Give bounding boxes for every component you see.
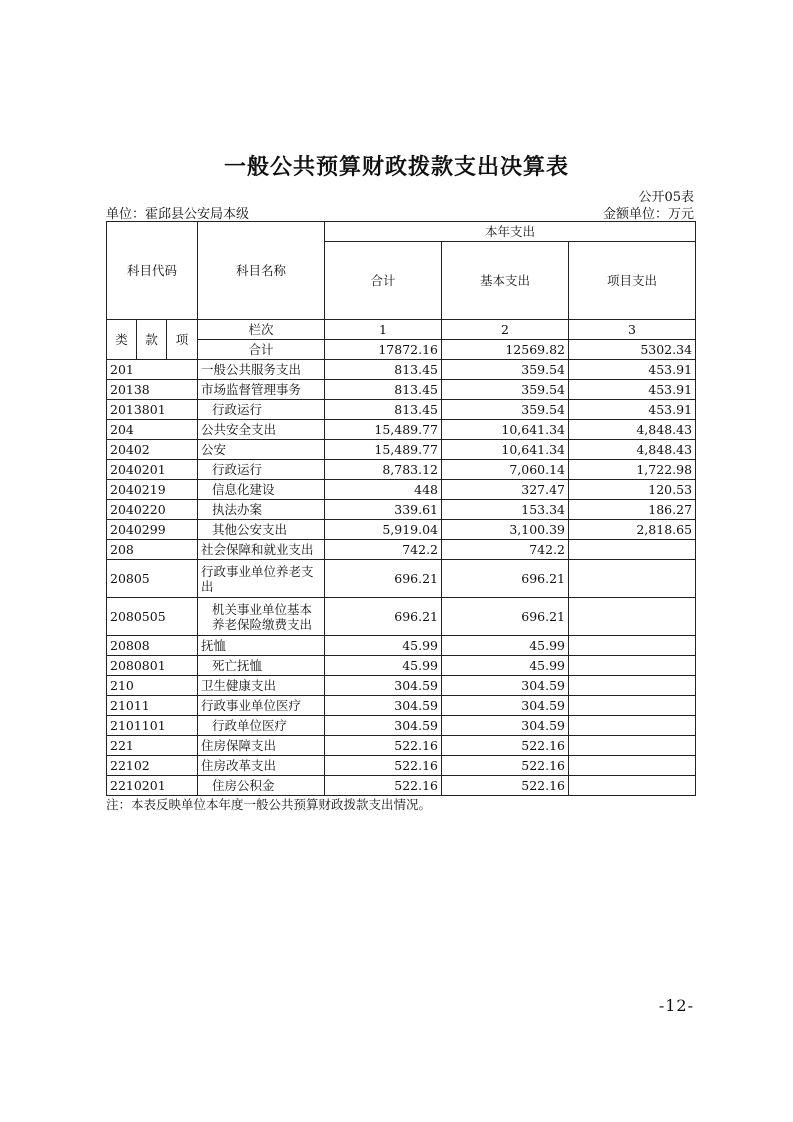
header-basic: 基本支出 [442, 242, 569, 320]
table-row [107, 400, 696, 420]
row-name: 公共安全支出 [198, 420, 325, 440]
row-project: 1,722.98 [569, 460, 696, 480]
header-lei: 类 [107, 320, 137, 360]
row-basic: 696.21 [442, 560, 569, 598]
total-label: 合计 [198, 340, 325, 360]
total-project-value: 5302.34 [569, 340, 696, 360]
total-value: 17872.16 [325, 340, 442, 360]
header-subject-code: 科目代码 [107, 222, 198, 320]
row-total: 813.45 [325, 360, 442, 380]
row-project: 453.91 [569, 360, 696, 380]
header-total: 合计 [325, 242, 442, 320]
row-project: 120.53 [569, 480, 696, 500]
header-xiang: 项 [167, 320, 198, 360]
row-total: 696.21 [325, 560, 442, 598]
row-name: 信息化建设 [198, 480, 325, 500]
row-code: 2080801 [107, 656, 198, 676]
row-code: 2040219 [107, 480, 198, 500]
col-index-1: 1 [325, 320, 442, 340]
row-name: 一般公共服务支出 [198, 360, 325, 380]
row-project: 453.91 [569, 380, 696, 400]
money-unit-label: 金额单位：万元 [602, 207, 694, 222]
row-code: 22102 [107, 756, 198, 776]
row-basic: 3,100.39 [442, 520, 569, 540]
row-code: 208 [107, 540, 198, 560]
header-subject-name: 科目名称 [198, 222, 325, 320]
row-total: 448 [325, 480, 442, 500]
row-code: 20808 [107, 636, 198, 656]
table-row [107, 480, 696, 500]
table-row [107, 696, 696, 716]
row-code: 2040220 [107, 500, 198, 520]
row-total: 742.2 [325, 540, 442, 560]
table-row [107, 756, 696, 776]
row-project [569, 540, 696, 560]
row-name: 抚恤 [198, 636, 325, 656]
row-project: 4,848.43 [569, 420, 696, 440]
table-row [107, 560, 696, 598]
row-total: 696.21 [325, 598, 442, 636]
row-code: 204 [107, 420, 198, 440]
row-name: 死亡抚恤 [198, 656, 325, 676]
row-total: 45.99 [325, 636, 442, 656]
row-name: 公安 [198, 440, 325, 460]
table-row [107, 420, 696, 440]
row-name: 其他公安支出 [198, 520, 325, 540]
row-name: 行政单位医疗 [198, 716, 325, 736]
row-total: 522.16 [325, 776, 442, 796]
row-basic: 522.16 [442, 736, 569, 756]
row-name: 行政运行 [198, 400, 325, 420]
expenditure-table [106, 221, 696, 796]
row-total: 5,919.04 [325, 520, 442, 540]
row-name: 住房改革支出 [198, 756, 325, 776]
row-project [569, 560, 696, 598]
row-total: 15,489.77 [325, 420, 442, 440]
col-index-3: 3 [569, 320, 696, 340]
table-row [107, 440, 696, 460]
row-total: 522.16 [325, 736, 442, 756]
row-code: 221 [107, 736, 198, 756]
row-name: 机关事业单位基本养老保险缴费支出 [198, 598, 325, 636]
row-code: 201 [107, 360, 198, 380]
row-project [569, 656, 696, 676]
table-row [107, 540, 696, 560]
row-basic: 522.16 [442, 776, 569, 796]
row-project: 453.91 [569, 400, 696, 420]
row-basic: 304.59 [442, 716, 569, 736]
row-name: 社会保障和就业支出 [198, 540, 325, 560]
row-basic: 10,641.34 [442, 440, 569, 460]
header-column-index: 栏次 [198, 320, 325, 340]
row-basic: 304.59 [442, 676, 569, 696]
row-name: 行政事业单位养老支出 [198, 560, 325, 598]
col-index-2: 2 [442, 320, 569, 340]
table-row [107, 380, 696, 400]
row-code: 20805 [107, 560, 198, 598]
total-basic-value: 12569.82 [442, 340, 569, 360]
table-row [107, 776, 696, 796]
row-total: 339.61 [325, 500, 442, 520]
header-year-expense: 本年支出 [325, 222, 696, 242]
row-code: 20402 [107, 440, 198, 460]
row-basic: 742.2 [442, 540, 569, 560]
table-row [107, 736, 696, 756]
row-project [569, 598, 696, 636]
row-total: 45.99 [325, 656, 442, 676]
row-basic: 7,060.14 [442, 460, 569, 480]
row-code: 2040299 [107, 520, 198, 540]
table-row [107, 360, 696, 380]
row-project [569, 776, 696, 796]
row-basic: 359.54 [442, 400, 569, 420]
row-code: 21011 [107, 696, 198, 716]
row-basic: 696.21 [442, 598, 569, 636]
row-basic: 153.34 [442, 500, 569, 520]
row-basic: 327.47 [442, 480, 569, 500]
row-code: 210 [107, 676, 198, 696]
unit-label: 单位：霍邱县公安局本级 [106, 207, 250, 222]
form-number: 公开05表 [638, 190, 694, 205]
header-project: 项目支出 [569, 242, 696, 320]
row-basic: 359.54 [442, 360, 569, 380]
row-code: 2013801 [107, 400, 198, 420]
row-code: 20138 [107, 380, 198, 400]
row-total: 522.16 [325, 756, 442, 776]
row-project [569, 716, 696, 736]
row-basic: 304.59 [442, 696, 569, 716]
table-row [107, 598, 696, 636]
page-title: 一般公共预算财政拨款支出决算表 [223, 155, 569, 180]
row-code: 2040201 [107, 460, 198, 480]
table-row [107, 520, 696, 540]
table-row [107, 460, 696, 480]
table-row [107, 500, 696, 520]
row-basic: 359.54 [442, 380, 569, 400]
page-number: -12- [658, 996, 694, 1015]
row-code: 2210201 [107, 776, 198, 796]
row-project [569, 636, 696, 656]
row-basic: 45.99 [442, 636, 569, 656]
row-name: 住房公积金 [198, 776, 325, 796]
row-project [569, 676, 696, 696]
row-project [569, 756, 696, 776]
row-basic: 10,641.34 [442, 420, 569, 440]
row-code: 2101101 [107, 716, 198, 736]
row-total: 304.59 [325, 716, 442, 736]
row-project: 186.27 [569, 500, 696, 520]
table-row [107, 636, 696, 656]
row-project [569, 696, 696, 716]
row-code: 2080505 [107, 598, 198, 636]
row-project: 2,818.65 [569, 520, 696, 540]
footnote: 注：本表反映单位本年度一般公共预算财政拨款支出情况。 [106, 797, 432, 812]
row-name: 行政运行 [198, 460, 325, 480]
row-name: 执法办案 [198, 500, 325, 520]
row-basic: 45.99 [442, 656, 569, 676]
row-basic: 522.16 [442, 756, 569, 776]
row-total: 304.59 [325, 696, 442, 716]
row-total: 8,783.12 [325, 460, 442, 480]
table-row [107, 676, 696, 696]
row-total: 304.59 [325, 676, 442, 696]
row-name: 行政事业单位医疗 [198, 696, 325, 716]
table-row [107, 656, 696, 676]
row-project: 4,848.43 [569, 440, 696, 460]
header-kuan: 款 [137, 320, 167, 360]
row-project [569, 736, 696, 756]
row-total: 813.45 [325, 380, 442, 400]
row-name: 卫生健康支出 [198, 676, 325, 696]
row-name: 市场监督管理事务 [198, 380, 325, 400]
table-row [107, 716, 696, 736]
row-total: 15,489.77 [325, 440, 442, 460]
row-total: 813.45 [325, 400, 442, 420]
row-name: 住房保障支出 [198, 736, 325, 756]
